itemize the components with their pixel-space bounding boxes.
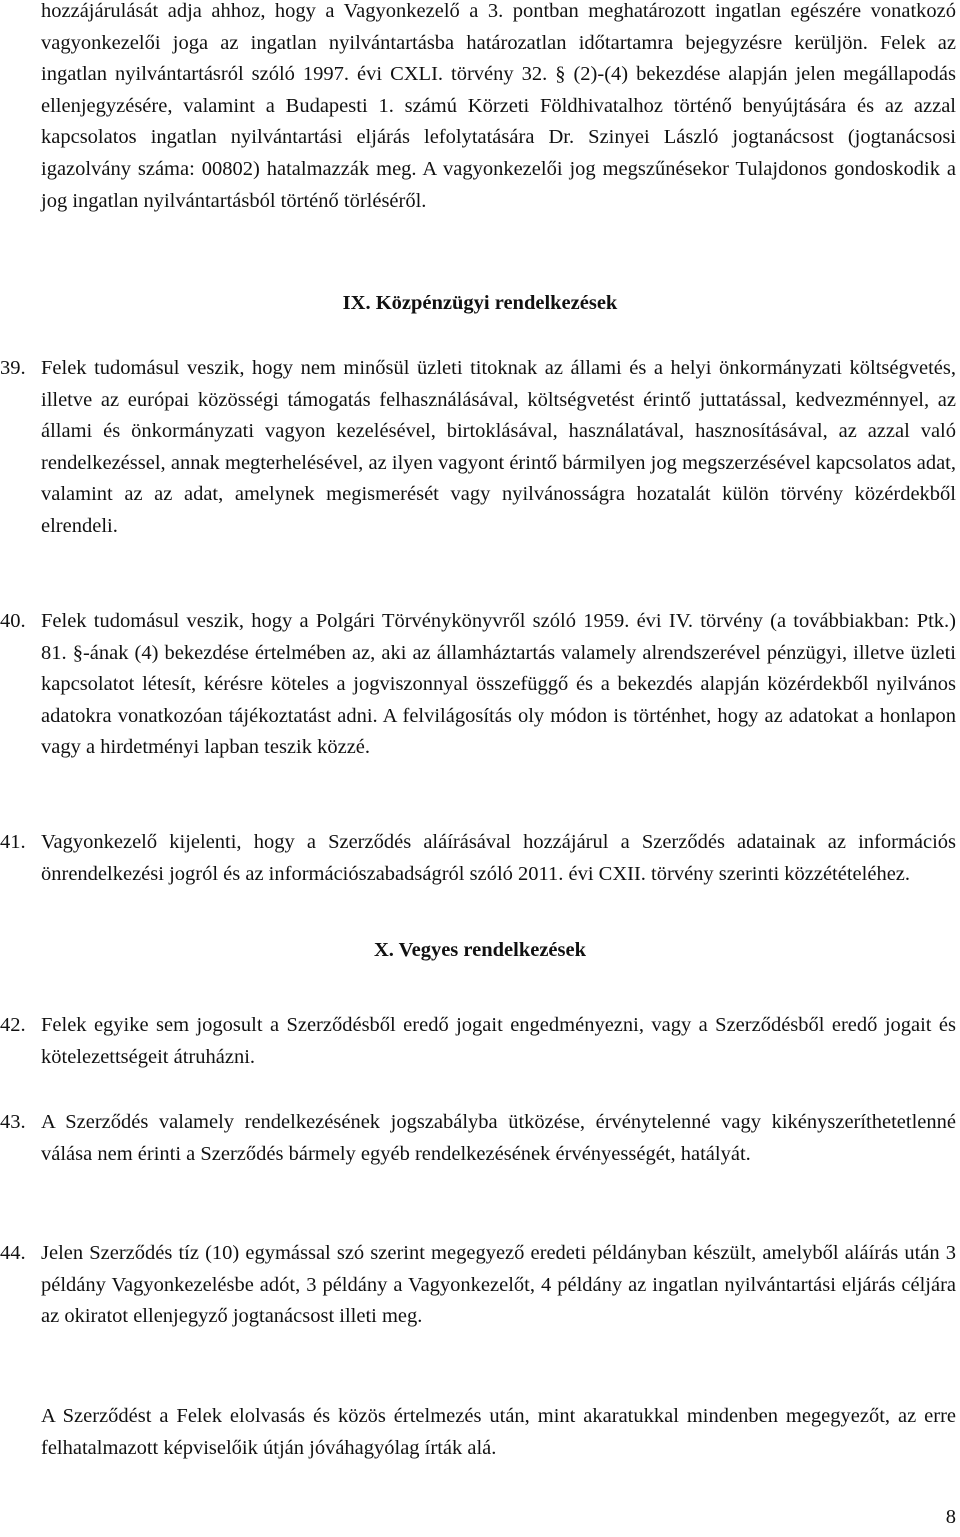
paragraph-number: 41. bbox=[0, 831, 26, 853]
closing-paragraph: A Szerződést a Felek elolvasás és közös értelmezés után, mint akaratukkal mindenben megegyezőt, az erre felhatalmazott képviselőik útján jóváhagyólag írták alá. bbox=[41, 1405, 956, 1459]
paragraph-text: Felek tudomásul veszik, hogy nem minősül üzleti titoknak az állami és a helyi önkormányzati költségvetés, illetve az európai közösségi támogatás felhasználásával, költségvetést érintő juttatással, kedvezménnyel, az állami és önkormányzati vagyon kezelésével, birtoklásával, használatával, hasznosításával, az azzal való rendelkezéssel, annak megterhelésével, az ilyen vagyont érintő bármilyen jog megszerzésével kapcsolatos adat, valamint az az adat, amelynek megismerését vagy nyilvánosságra hozatalát külön törvény közérdekből elrendeli. bbox=[41, 357, 956, 537]
page-number: 8 bbox=[945, 1506, 956, 1528]
paragraph-40 bbox=[0, 606, 956, 764]
section-x-heading: X. Vegyes rendelkezések bbox=[373, 939, 586, 961]
paragraph-43 bbox=[0, 1107, 956, 1170]
continuation-paragraph: hozzájárulását adja ahhoz, hogy a Vagyonkezelő a 3. pontban meghatározott ingatlan egészére vonatkozó vagyonkezelői joga az ingatlan nyilvántartásba határozatlan időtartamra bejegyzésre kerüljön. Felek az ingatlan nyilvántartásról szóló 1997. évi CXLI. törvény 32. § (2)-(4) bekezdése alapján jelen megállapodás ellenjegyzésére, valamint a Budapesti 1. számú Körzeti Földhivatalhoz történő benyújtására és az azzal kapcsolatos ingatlan nyilvántartási eljárás lefolytatására Dr. Szinyei László jogtanácsost (jogtanácsosi igazolvány száma: 00802) hatalmazzák meg. A vagyonkezelői jog megszűnésekor Tulajdonos gondoskodik a jog ingatlan nyilvántartásból történő törléséről. bbox=[41, 0, 956, 212]
paragraph-number: 43. bbox=[0, 1111, 26, 1133]
paragraph-39 bbox=[0, 353, 956, 543]
paragraph-44 bbox=[0, 1238, 956, 1333]
paragraph-text: A Szerződés valamely rendelkezésének jogszabályba ütközése, érvénytelenné vagy kikényszeríthetetlenné válása nem érinti a Szerződés bármely egyéb rendelkezésének érvényességét, hatályát. bbox=[41, 1111, 956, 1165]
paragraph-number: 44. bbox=[0, 1242, 26, 1264]
paragraph-text: Felek egyike sem jogosult a Szerződésből eredő jogait engedményezni, vagy a Szerződésből eredő jogait és kötelezettségeit átruházni. bbox=[41, 1014, 956, 1068]
paragraph-number: 40. bbox=[0, 610, 26, 632]
paragraph-42 bbox=[0, 1010, 956, 1073]
paragraph-41 bbox=[0, 827, 956, 890]
paragraph-text: Felek tudomásul veszik, hogy a Polgári Törvénykönyvről szóló 1959. évi IV. törvény (a továbbiakban: Ptk.) 81. §-ának (4) bekezdése értelmében az, aki az államháztartás valamely alrendszerével pénzügyi, illetve üzleti kapcsolatot létesít, kérésre köteles a jogviszonnyal összefüggő és a bekezdés alapján közérdekből nyilvános adatokra vonatkozóan tájékoztatást adni. A felvilágosítás oly módon is történhet, hogy az adatokat a honlapon vagy a hirdetményi lapban teszik közzé. bbox=[41, 610, 956, 759]
paragraph-text: Jelen Szerződés tíz (10) egymással szó szerint megegyező eredeti példányban készült, amelyből aláírás után 3 példány Vagyonkezelésbe adót, 3 példány a Vagyonkezelőt, 4 példány az ingatlan nyilvántartási eljárás céljára az okiratot ellenjegyző jogtanácsost illeti meg. bbox=[41, 1242, 956, 1328]
section-ix-heading: IX. Közpénzügyi rendelkezések bbox=[342, 292, 618, 314]
paragraph-text: Vagyonkezelő kijelenti, hogy a Szerződés aláírásával hozzájárul a Szerződés adatainak az információs önrendelkezési jogról és az információszabadságról szóló 2011. évi CXII. törvény szerinti közzétételéhez. bbox=[41, 831, 956, 885]
paragraph-number: 39. bbox=[0, 357, 26, 379]
paragraph-number: 42. bbox=[0, 1014, 26, 1036]
